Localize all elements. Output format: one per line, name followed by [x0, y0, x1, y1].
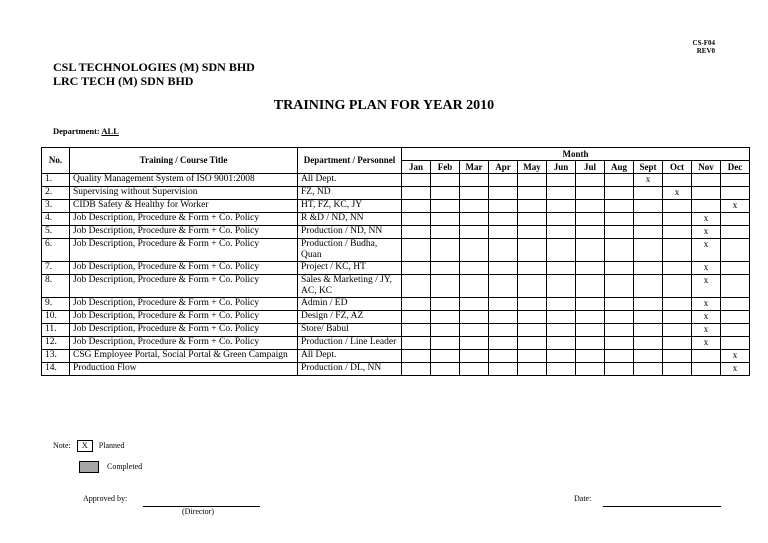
- row-number: 6.: [42, 239, 70, 262]
- department-value: ALL: [101, 126, 119, 136]
- month-cell-jun: [547, 200, 576, 213]
- legend-planned-label: Planned: [98, 440, 125, 450]
- month-cell-feb: [431, 350, 460, 363]
- month-cell-sept: [634, 262, 663, 275]
- month-cell-apr: [489, 226, 518, 239]
- month-cell-may: [518, 239, 547, 262]
- department-personnel: HT, FZ, KC, JY: [298, 200, 402, 213]
- month-cell-oct: [663, 226, 692, 239]
- department-personnel: All Dept.: [298, 350, 402, 363]
- month-cell-dec: x: [721, 363, 750, 376]
- month-cell-feb: [431, 262, 460, 275]
- month-cell-apr: [489, 324, 518, 337]
- table-row: [42, 350, 750, 363]
- department-personnel: R &D / ND, NN: [298, 213, 402, 226]
- month-cell-oct: [663, 275, 692, 298]
- department-personnel: Design / FZ, AZ: [298, 311, 402, 324]
- month-cell-jan: [402, 311, 431, 324]
- month-cell-apr: [489, 174, 518, 187]
- month-cell-dec: [721, 311, 750, 324]
- legend-planned: [53, 440, 125, 452]
- month-cell-jul: [576, 363, 605, 376]
- month-cell-sept: [634, 226, 663, 239]
- department-personnel: Production / Line Leader: [298, 337, 402, 350]
- header-no: No.: [42, 148, 70, 174]
- month-header-sept: Sept: [634, 161, 663, 174]
- month-cell-jan: [402, 239, 431, 262]
- month-cell-aug: [605, 337, 634, 350]
- legend-completed: [79, 461, 142, 473]
- month-cell-dec: [721, 187, 750, 200]
- month-cell-aug: [605, 298, 634, 311]
- department-personnel: Production / ND, NN: [298, 226, 402, 239]
- month-cell-mar: [460, 298, 489, 311]
- month-cell-jan: [402, 200, 431, 213]
- month-cell-oct: [663, 324, 692, 337]
- row-number: 7.: [42, 262, 70, 275]
- course-title: CIDB Safety & Healthy for Worker: [70, 200, 298, 213]
- month-cell-oct: [663, 337, 692, 350]
- department-personnel: Store/ Babul: [298, 324, 402, 337]
- month-cell-feb: [431, 200, 460, 213]
- department-personnel: Sales & Marketing / JY, AC, KC: [298, 275, 402, 298]
- month-cell-dec: [721, 213, 750, 226]
- month-cell-dec: [721, 174, 750, 187]
- department-personnel: All Dept.: [298, 174, 402, 187]
- document-reference: [692, 39, 715, 55]
- month-cell-nov: [692, 363, 721, 376]
- document-code: CS-F04: [692, 39, 715, 47]
- month-cell-jun: [547, 324, 576, 337]
- month-cell-jul: [576, 213, 605, 226]
- month-cell-sept: [634, 213, 663, 226]
- month-cell-aug: [605, 363, 634, 376]
- month-cell-may: [518, 363, 547, 376]
- month-cell-aug: [605, 226, 634, 239]
- row-number: 9.: [42, 298, 70, 311]
- department-personnel: Admin / ED: [298, 298, 402, 311]
- month-cell-nov: [692, 350, 721, 363]
- month-cell-nov: x: [692, 298, 721, 311]
- month-cell-sept: [634, 275, 663, 298]
- month-cell-sept: [634, 187, 663, 200]
- month-cell-feb: [431, 298, 460, 311]
- month-cell-may: [518, 226, 547, 239]
- table-row: [42, 226, 750, 239]
- row-number: 4.: [42, 213, 70, 226]
- course-title: Supervising without Supervision: [70, 187, 298, 200]
- table-row: [42, 187, 750, 200]
- month-cell-jun: [547, 363, 576, 376]
- month-cell-sept: x: [634, 174, 663, 187]
- month-cell-sept: [634, 363, 663, 376]
- month-cell-aug: [605, 200, 634, 213]
- month-header-jan: Jan: [402, 161, 431, 174]
- month-cell-nov: [692, 187, 721, 200]
- course-title: Job Description, Procedure & Form + Co. Policy: [70, 298, 298, 311]
- table-row: [42, 174, 750, 187]
- month-cell-nov: x: [692, 324, 721, 337]
- page-title: TRAINING PLAN FOR YEAR 2010: [273, 98, 495, 113]
- month-cell-jan: [402, 350, 431, 363]
- month-cell-aug: [605, 187, 634, 200]
- month-cell-dec: [721, 337, 750, 350]
- table-row: [42, 311, 750, 324]
- month-cell-jun: [547, 298, 576, 311]
- row-number: 1.: [42, 174, 70, 187]
- month-cell-feb: [431, 213, 460, 226]
- month-cell-mar: [460, 226, 489, 239]
- legend-completed-label: Completed: [107, 461, 143, 471]
- month-cell-may: [518, 262, 547, 275]
- month-cell-oct: [663, 350, 692, 363]
- month-cell-nov: x: [692, 262, 721, 275]
- month-cell-apr: [489, 311, 518, 324]
- course-title: Job Description, Procedure & Form + Co. Policy: [70, 213, 298, 226]
- month-header-mar: Mar: [460, 161, 489, 174]
- month-cell-jan: [402, 275, 431, 298]
- month-cell-sept: [634, 200, 663, 213]
- department-label: Department: [53, 126, 97, 136]
- month-cell-jul: [576, 174, 605, 187]
- department-line: Department: ALL: [53, 126, 119, 136]
- month-cell-jun: [547, 213, 576, 226]
- month-cell-jan: [402, 337, 431, 350]
- month-cell-nov: x: [692, 275, 721, 298]
- course-title: Job Description, Procedure & Form + Co. Policy: [70, 275, 298, 298]
- month-cell-feb: [431, 239, 460, 262]
- month-cell-nov: x: [692, 311, 721, 324]
- department-personnel: FZ, ND: [298, 187, 402, 200]
- month-cell-apr: [489, 363, 518, 376]
- month-header-apr: Apr: [489, 161, 518, 174]
- date-line: [603, 506, 721, 507]
- month-cell-apr: [489, 350, 518, 363]
- month-cell-jul: [576, 324, 605, 337]
- header-month: Month: [402, 148, 750, 161]
- month-cell-jan: [402, 324, 431, 337]
- company-name-1: CSL TECHNOLOGIES (M) SDN BHD: [53, 60, 255, 74]
- month-cell-apr: [489, 337, 518, 350]
- legend-note-label: Note:: [53, 440, 71, 450]
- month-cell-jul: [576, 311, 605, 324]
- month-cell-mar: [460, 174, 489, 187]
- month-cell-sept: [634, 350, 663, 363]
- month-cell-sept: [634, 239, 663, 262]
- month-cell-apr: [489, 298, 518, 311]
- month-cell-apr: [489, 239, 518, 262]
- month-cell-apr: [489, 213, 518, 226]
- month-cell-aug: [605, 350, 634, 363]
- completed-swatch-icon: [79, 461, 99, 473]
- month-cell-oct: [663, 311, 692, 324]
- month-cell-jan: [402, 174, 431, 187]
- month-cell-nov: x: [692, 337, 721, 350]
- month-cell-jul: [576, 275, 605, 298]
- table-row: [42, 337, 750, 350]
- month-cell-dec: [721, 239, 750, 262]
- month-cell-may: [518, 298, 547, 311]
- month-cell-apr: [489, 275, 518, 298]
- document-revision: REV0: [696, 47, 715, 55]
- course-title: Production Flow: [70, 363, 298, 376]
- month-header-jul: Jul: [576, 161, 605, 174]
- month-cell-jul: [576, 226, 605, 239]
- month-cell-oct: [663, 213, 692, 226]
- month-cell-oct: [663, 239, 692, 262]
- row-number: 10.: [42, 311, 70, 324]
- month-cell-feb: [431, 337, 460, 350]
- training-plan-table: [41, 147, 750, 376]
- month-cell-aug: [605, 275, 634, 298]
- row-number: 5.: [42, 226, 70, 239]
- planned-marker-icon: X: [77, 440, 93, 452]
- month-cell-feb: [431, 363, 460, 376]
- month-cell-aug: [605, 239, 634, 262]
- month-cell-mar: [460, 311, 489, 324]
- month-cell-sept: [634, 337, 663, 350]
- month-cell-aug: [605, 213, 634, 226]
- month-cell-jun: [547, 262, 576, 275]
- month-cell-jun: [547, 275, 576, 298]
- month-cell-nov: [692, 174, 721, 187]
- course-title: Job Description, Procedure & Form + Co. Policy: [70, 324, 298, 337]
- month-cell-mar: [460, 213, 489, 226]
- month-cell-apr: [489, 200, 518, 213]
- month-cell-nov: x: [692, 239, 721, 262]
- month-cell-feb: [431, 174, 460, 187]
- row-number: 14.: [42, 363, 70, 376]
- month-cell-feb: [431, 226, 460, 239]
- month-cell-mar: [460, 363, 489, 376]
- month-header-may: May: [518, 161, 547, 174]
- table-row: [42, 324, 750, 337]
- month-cell-sept: [634, 298, 663, 311]
- month-cell-oct: [663, 298, 692, 311]
- approved-by-label: Approved by:: [83, 494, 128, 503]
- month-cell-may: [518, 174, 547, 187]
- course-title: Job Description, Procedure & Form + Co. Policy: [70, 337, 298, 350]
- month-cell-jun: [547, 337, 576, 350]
- month-cell-mar: [460, 324, 489, 337]
- row-number: 3.: [42, 200, 70, 213]
- month-cell-oct: [663, 174, 692, 187]
- month-cell-jul: [576, 337, 605, 350]
- company-name-2: LRC TECH (M) SDN BHD: [53, 74, 194, 88]
- month-cell-may: [518, 337, 547, 350]
- month-header-aug: Aug: [605, 161, 634, 174]
- department-personnel: Production / DL, NN: [298, 363, 402, 376]
- month-cell-jul: [576, 200, 605, 213]
- month-cell-may: [518, 311, 547, 324]
- month-cell-mar: [460, 275, 489, 298]
- month-cell-aug: [605, 174, 634, 187]
- month-cell-mar: [460, 350, 489, 363]
- month-cell-jun: [547, 174, 576, 187]
- table-row: [42, 262, 750, 275]
- row-number: 13.: [42, 350, 70, 363]
- month-cell-oct: [663, 262, 692, 275]
- month-cell-jun: [547, 311, 576, 324]
- month-cell-aug: [605, 324, 634, 337]
- department-personnel: Production / Budha, Quan: [298, 239, 402, 262]
- month-cell-dec: x: [721, 200, 750, 213]
- month-cell-dec: [721, 262, 750, 275]
- month-cell-mar: [460, 200, 489, 213]
- month-cell-may: [518, 324, 547, 337]
- month-header-dec: Dec: [721, 161, 750, 174]
- month-cell-jan: [402, 187, 431, 200]
- month-cell-mar: [460, 262, 489, 275]
- month-cell-nov: x: [692, 226, 721, 239]
- month-header-oct: Oct: [663, 161, 692, 174]
- month-cell-may: [518, 275, 547, 298]
- table-row: [42, 200, 750, 213]
- month-cell-sept: [634, 311, 663, 324]
- month-cell-jul: [576, 262, 605, 275]
- month-cell-jun: [547, 187, 576, 200]
- month-cell-dec: [721, 226, 750, 239]
- month-cell-jul: [576, 239, 605, 262]
- month-cell-dec: [721, 324, 750, 337]
- table-row: [42, 275, 750, 298]
- month-cell-jan: [402, 226, 431, 239]
- month-cell-feb: [431, 275, 460, 298]
- month-cell-feb: [431, 324, 460, 337]
- month-cell-jan: [402, 298, 431, 311]
- month-cell-apr: [489, 262, 518, 275]
- month-cell-dec: [721, 275, 750, 298]
- month-cell-oct: x: [663, 187, 692, 200]
- table-row: [42, 239, 750, 262]
- month-cell-jan: [402, 213, 431, 226]
- month-cell-jun: [547, 239, 576, 262]
- month-cell-dec: [721, 298, 750, 311]
- month-cell-jan: [402, 262, 431, 275]
- month-cell-jun: [547, 350, 576, 363]
- row-number: 11.: [42, 324, 70, 337]
- department-personnel: Project / KC, HT: [298, 262, 402, 275]
- month-cell-dec: x: [721, 350, 750, 363]
- month-header-feb: Feb: [431, 161, 460, 174]
- month-cell-may: [518, 200, 547, 213]
- course-title: Job Description, Procedure & Form + Co. Policy: [70, 262, 298, 275]
- header-title: Training / Course Title: [70, 148, 298, 174]
- course-title: Job Description, Procedure & Form + Co. Policy: [70, 311, 298, 324]
- month-cell-jun: [547, 226, 576, 239]
- month-cell-may: [518, 187, 547, 200]
- month-cell-nov: x: [692, 213, 721, 226]
- date-label: Date:: [574, 494, 592, 503]
- header-row: [42, 148, 750, 161]
- month-cell-jul: [576, 298, 605, 311]
- table-row: [42, 213, 750, 226]
- course-title: Job Description, Procedure & Form + Co. Policy: [70, 239, 298, 262]
- month-cell-mar: [460, 337, 489, 350]
- month-cell-jul: [576, 187, 605, 200]
- month-cell-aug: [605, 262, 634, 275]
- month-header-jun: Jun: [547, 161, 576, 174]
- table-body: [42, 174, 750, 376]
- month-cell-mar: [460, 187, 489, 200]
- table-row: [42, 298, 750, 311]
- course-title: Quality Management System of ISO 9001:2008: [70, 174, 298, 187]
- month-cell-nov: [692, 200, 721, 213]
- course-title: CSG Employee Portal, Social Portal & Green Campaign: [70, 350, 298, 363]
- row-number: 8.: [42, 275, 70, 298]
- month-cell-jan: [402, 363, 431, 376]
- course-title: Job Description, Procedure & Form + Co. Policy: [70, 226, 298, 239]
- month-cell-oct: [663, 363, 692, 376]
- month-cell-feb: [431, 187, 460, 200]
- month-header-nov: Nov: [692, 161, 721, 174]
- company-block: [53, 60, 255, 88]
- month-cell-jul: [576, 350, 605, 363]
- month-cell-oct: [663, 200, 692, 213]
- month-cell-feb: [431, 311, 460, 324]
- month-cell-aug: [605, 311, 634, 324]
- month-cell-apr: [489, 187, 518, 200]
- row-number: 2.: [42, 187, 70, 200]
- director-label: (Director): [182, 507, 214, 516]
- month-cell-may: [518, 213, 547, 226]
- row-number: 12.: [42, 337, 70, 350]
- month-cell-sept: [634, 324, 663, 337]
- month-cell-may: [518, 350, 547, 363]
- table-row: [42, 363, 750, 376]
- header-department: Department / Personnel: [298, 148, 402, 174]
- month-cell-mar: [460, 239, 489, 262]
